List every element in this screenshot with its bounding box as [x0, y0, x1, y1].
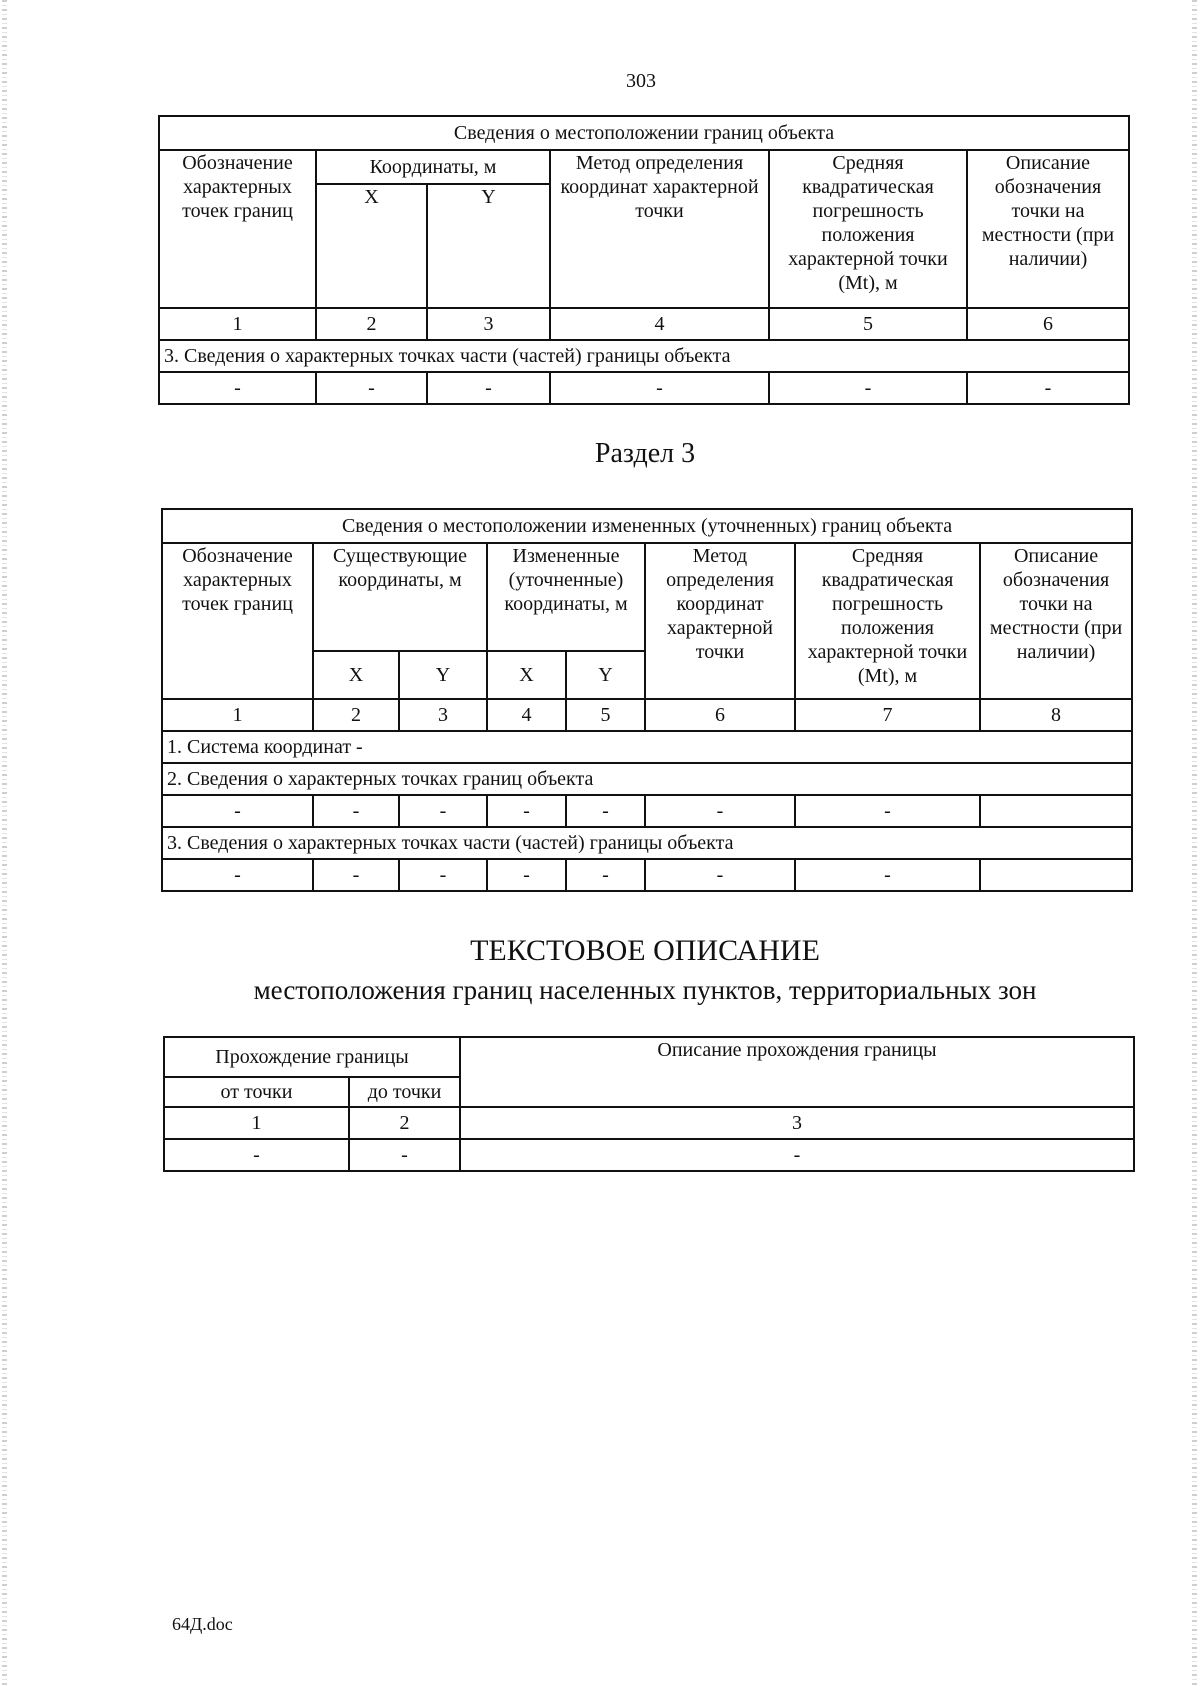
header-to-point: до точки	[349, 1077, 460, 1107]
text-description-subtitle: местоположения границ населенных пунктов, территориальных зон	[253, 975, 1037, 1005]
column-number: 1	[159, 308, 316, 340]
table-cell: -	[967, 372, 1129, 404]
scan-edge-right	[1192, 0, 1197, 1686]
column-number: 4	[487, 699, 566, 731]
header-x: X	[313, 651, 399, 699]
column-number: 5	[769, 308, 967, 340]
header-designation: Обозначение характерных точек границ	[162, 543, 313, 699]
header-y: Y	[566, 651, 645, 699]
header-description: Описание обозначения точки на местности (при наличии)	[967, 150, 1129, 308]
header-method: Метод определения координат характерной точки	[550, 150, 769, 308]
boundary-passage-table	[163, 1036, 1135, 1172]
section-row: 3. Сведения о характерных точках части (частей) границы объекта	[162, 827, 1132, 859]
header-passage: Прохождение границы	[164, 1037, 460, 1077]
text-description-title: ТЕКСТОВОЕ ОПИСАНИЕ	[470, 934, 820, 967]
table-cell: -	[162, 795, 313, 827]
table-cell: -	[795, 859, 980, 891]
page-number: 303	[626, 70, 656, 92]
file-name-footer: 64Д.doc	[172, 1614, 233, 1634]
header-designation: Обозначение характерных точек границ	[159, 150, 316, 308]
header-existing-coordinates: Существующие координаты, м	[313, 543, 487, 651]
table-cell: -	[316, 372, 427, 404]
table-cell: -	[487, 859, 566, 891]
column-number: 3	[460, 1107, 1134, 1139]
table-cell	[980, 795, 1132, 827]
changed-boundary-location-table	[161, 508, 1133, 892]
header-changed-coordinates: Измененные (уточненные) координаты, м	[487, 543, 645, 651]
header-error: Средняя квадратическая погрешность положения характерной точки (Mt), м	[769, 150, 967, 308]
table-cell: -	[399, 795, 487, 827]
table-cell: -	[427, 372, 550, 404]
table-cell: -	[162, 859, 313, 891]
table-cell: -	[566, 859, 645, 891]
header-passage-description: Описание прохождения границы	[460, 1037, 1134, 1107]
section-row: 2. Сведения о характерных точках границ объекта	[162, 763, 1132, 795]
header-error: Средняя квадратическая погрешность положения характерной точки (Mt), м	[795, 543, 980, 699]
column-number: 2	[316, 308, 427, 340]
header-description: Описание обозначения точки на местности (при наличии)	[980, 543, 1132, 699]
table-cell: -	[313, 795, 399, 827]
column-number: 7	[795, 699, 980, 731]
table-cell: -	[645, 859, 795, 891]
column-number: 2	[313, 699, 399, 731]
column-number: 1	[164, 1107, 349, 1139]
table-cell: -	[349, 1139, 460, 1171]
table-title: Сведения о местоположении границ объекта	[159, 116, 1129, 150]
table-cell: -	[399, 859, 487, 891]
header-from-point: от точки	[164, 1077, 349, 1107]
section-title: Раздел 3	[594, 438, 696, 469]
column-number: 8	[980, 699, 1132, 731]
column-number: 1	[162, 699, 313, 731]
table-cell: -	[769, 372, 967, 404]
column-number: 3	[427, 308, 550, 340]
boundary-location-table	[158, 115, 1130, 405]
table-cell: -	[645, 795, 795, 827]
table-cell: -	[460, 1139, 1134, 1171]
header-y: Y	[427, 184, 550, 308]
table-cell: -	[566, 795, 645, 827]
header-y: Y	[399, 651, 487, 699]
header-x: X	[487, 651, 566, 699]
table-cell: -	[313, 859, 399, 891]
section-row: 1. Система координат -	[162, 731, 1132, 763]
header-x: X	[316, 184, 427, 308]
table-cell: -	[795, 795, 980, 827]
header-coordinates: Координаты, м	[316, 150, 550, 184]
column-number: 2	[349, 1107, 460, 1139]
table-cell: -	[487, 795, 566, 827]
scan-edge-left	[2, 0, 7, 1686]
column-number: 6	[645, 699, 795, 731]
table-cell	[980, 859, 1132, 891]
table-title: Сведения о местоположении измененных (уточненных) границ объекта	[162, 509, 1132, 543]
table-cell: -	[159, 372, 316, 404]
table-cell: -	[550, 372, 769, 404]
section-row: 3. Сведения о характерных точках части (частей) границы объекта	[159, 340, 1129, 372]
column-number: 6	[967, 308, 1129, 340]
column-number: 5	[566, 699, 645, 731]
column-number: 4	[550, 308, 769, 340]
header-method: Метод определения координат характерной точки	[645, 543, 795, 699]
column-number: 3	[399, 699, 487, 731]
table-cell: -	[164, 1139, 349, 1171]
